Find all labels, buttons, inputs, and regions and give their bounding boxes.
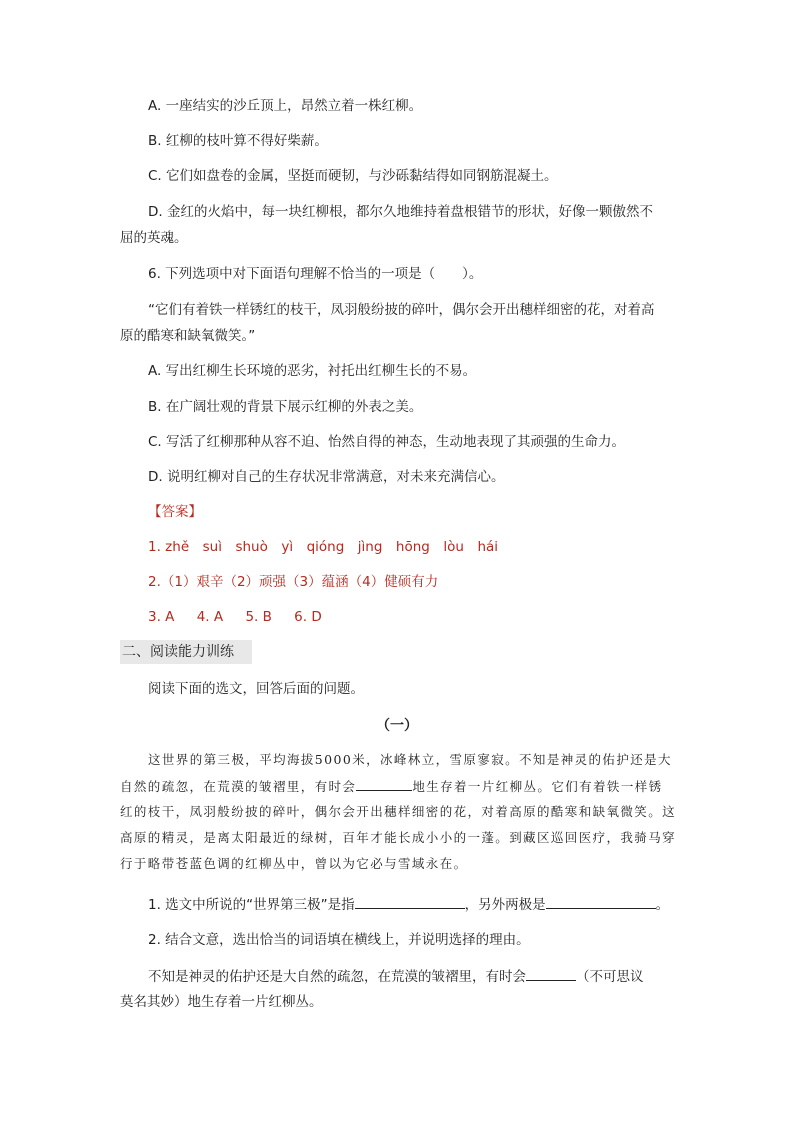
- answer-item: 5. B: [245, 609, 272, 625]
- question-1: 1. 选文中所说的“世界第三极”是指 ，另外两极是 。: [148, 894, 708, 915]
- q6-option-b: B. 在广阔壮观的背景下展示红柳的外表之美。: [148, 399, 423, 415]
- answer-line-3: [148, 607, 708, 627]
- answer-item: 3. A: [148, 609, 175, 625]
- fill-blank[interactable]: [356, 776, 412, 791]
- q6-option-d: D. 说明红柳对自己的生存状况非常满意，对未来充满信心。: [148, 469, 505, 485]
- option-c: C. 它们如盘卷的金属，坚挺而硬韧，与沙砾黏结得如同钢筋混凝土。: [148, 168, 558, 184]
- answer-blank-2[interactable]: [546, 894, 656, 909]
- section-title: 二、阅读能力训练: [120, 640, 252, 664]
- passage-line-1: 这世界的第三极，平均海拔5000米，冰峰林立，雪原寥寂。不知是神灵的佑护还是大: [148, 752, 672, 767]
- option-b: B. 红柳的枝叶算不得好柴薪。: [148, 133, 328, 149]
- q6-option-c: C. 写活了红柳那种从容不迫、怡然自得的神态，生动地表现了其顽强的生命力。: [148, 434, 626, 450]
- question-2: 2. 结合文意，选出恰当的词语填在横线上，并说明选择的理由。: [148, 932, 530, 948]
- passage-line-3: 红的枝干，凤羽般纷披的碎叶，偶尔会开出穗样细密的花，对着高原的酷寒和缺氧微笑。这: [120, 804, 677, 819]
- passage-line-2: 自然的疏忽，在荒漠的皱褶里，有时会 地生存着一片红柳丛。它们有着铁一样锈: [120, 776, 680, 797]
- passage-line-4: 高原的精灵，是离太阳最近的绿树，百年才能长成小小的一蓬。到藏区巡回医疗，我骑马穿: [120, 830, 677, 845]
- question-2-fill: 不知是神灵的佑护还是大自然的疏忽，在荒漠的皱褶里，有时会 （不可思议: [148, 966, 708, 987]
- option-a: A. 一座结实的沙丘顶上，昂然立着一株红柳。: [148, 98, 423, 114]
- answer-heading: 【答案】: [148, 504, 202, 520]
- question-6-stem: 6. 下列选项中对下面语句理解不恰当的一项是（ ）。: [148, 266, 483, 282]
- option-d-cont: 屈的英魂。: [120, 230, 188, 246]
- answer-line-1: 1. zhě suì shuò yì qióng jìng hōng lòu hái: [148, 539, 499, 555]
- q6-option-a: A. 写出红柳生长环境的恶劣，衬托出红柳生长的不易。: [148, 363, 477, 379]
- passage-title: （一）: [376, 718, 418, 734]
- answer-line-2: 2.（1）艰辛（2）顽强（3）蕴涵（4）健硕有力: [148, 574, 439, 590]
- question-2-fill-cont: 莫名其妙）地生存着一片红柳丛。: [120, 994, 323, 1010]
- section-intro: 阅读下面的选文，回答后面的问题。: [148, 681, 364, 697]
- option-d: D. 金红的火焰中，每一块红柳根，都尔久地维持着盘根错节的形状，好像一颗傲然不: [148, 204, 653, 220]
- answer-blank-1[interactable]: [355, 894, 465, 909]
- passage-line-5: 行于略带苍蓝色调的红柳丛中，曾以为它必与雪域永在。: [120, 856, 468, 871]
- answer-item: 6. D: [294, 609, 322, 625]
- quote-line-1: “它们有着铁一样锈红的枝干，凤羽般纷披的碎叶，偶尔会开出穗样细密的花，对着高: [148, 302, 655, 318]
- answer-item: 4. A: [196, 609, 224, 625]
- answer-blank-3[interactable]: [526, 966, 576, 981]
- quote-line-2: 原的酷寒和缺氧微笑。”: [120, 328, 256, 344]
